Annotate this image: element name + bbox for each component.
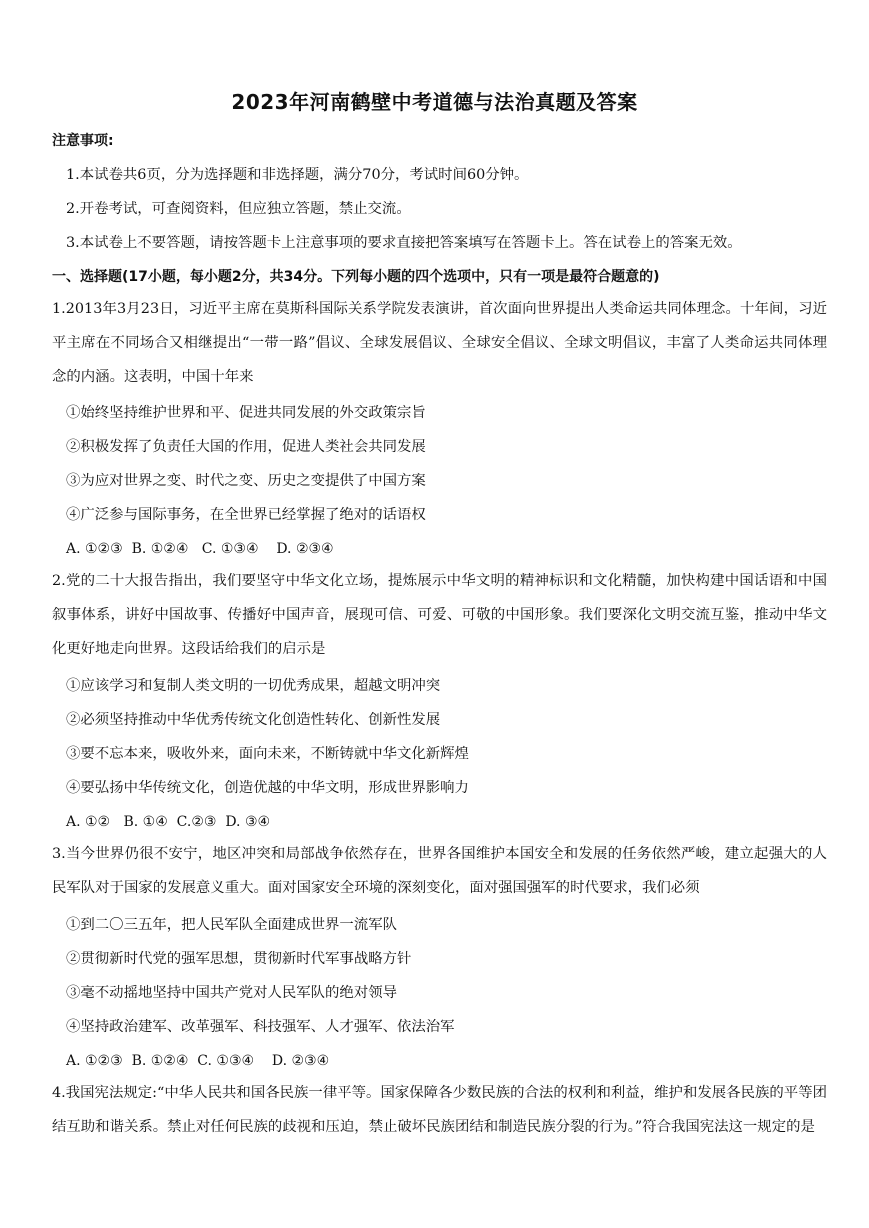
question-item: ②积极发挥了负责任大国的作用，促进人类社会共同发展: [66, 439, 426, 455]
question-item: ③要不忘本来，吸收外来，面向未来，不断铸就中华文化新辉煌: [66, 746, 469, 762]
question-item: ③毫不动摇地坚持中国共产党对人民军队的绝对领导: [66, 985, 397, 1001]
question-stem: 1.2013年3月23日，习近平主席在莫斯科国际关系学院发表演讲，首次面向世界提出人类命运共同体理念。十年间，习近平主席在不同场合又相继提出“一带一路”倡议、全球发展倡议、全球安全倡议、全球文明倡议，丰富了人类命运共同体理念的内涵。这表明，中国十年来: [52, 301, 827, 385]
question-stem: 3.当今世界仍很不安宁，地区冲突和局部战争依然存在，世界各国维护本国安全和发展的任务依然严峻，建立起强大的人民军队对于国家的发展意义重大。面对国家安全环境的深刻变化，面对强国强军的时代要求，我们必须: [52, 846, 827, 896]
notice-item: 3.本试卷上不要答题，请按答题卡上注意事项的要求直接把答案填写在答题卡上。答在试卷上的答案无效。: [66, 235, 742, 251]
answer-options: A. ①②③ B. ①②④ C. ①③④ D. ②③④: [66, 1053, 330, 1069]
question-item: ①到二〇三五年，把人民军队全面建成世界一流军队: [66, 917, 397, 933]
question-item: ①应该学习和复制人类文明的一切优秀成果，超越文明冲突: [66, 678, 441, 694]
question-item: ②贯彻新时代党的强军思想，贯彻新时代军事战略方针: [66, 951, 412, 967]
notice-heading: 注意事项:: [52, 133, 114, 149]
question-item: ①始终坚持维护世界和平、促进共同发展的外交政策宗旨: [66, 405, 426, 421]
question-stem: 4.我国宪法规定:“中华人民共和国各民族一律平等。国家保障各少数民族的合法的权利和利益，维护和发展各民族的平等团结互助和谐关系。禁止对任何民族的歧视和压迫，禁止破坏民族团结和制造民族分裂的行为。”符合我国宪法这一规定的是: [52, 1085, 827, 1135]
notice-item: 1.本试卷共6页，分为选择题和非选择题，满分70分，考试时间60分钟。: [66, 167, 529, 183]
question-stem: 2.党的二十大报告指出，我们要坚守中华文化立场，提炼展示中华文明的精神标识和文化精髓，加快构建中国话语和中国叙事体系，讲好中国故事、传播好中国声音，展现可信、可爱、可敬的中国形象。我们要深化文明交流互鉴，推动中华文化更好地走向世界。这段话给我们的启示是: [52, 573, 827, 657]
question-item: ④要弘扬中华传统文化，创造优越的中华文明，形成世界影响力: [66, 780, 469, 796]
section-heading: 一、选择题(17小题，每小题2分，共34分。下列每小题的四个选项中，只有一项是最符合题意的): [52, 269, 660, 285]
question-item: ②必须坚持推动中华优秀传统文化创造性转化、创新性发展: [66, 712, 441, 728]
question-item: ④广泛参与国际事务，在全世界已经掌握了绝对的话语权: [66, 507, 426, 523]
page-title: 2023年河南鹤壁中考道德与法治真题及答案: [231, 90, 638, 114]
question-item: ③为应对世界之变、时代之变、历史之变提供了中国方案: [66, 473, 426, 489]
question-item: ④坚持政治建军、改革强军、科技强军、人才强军、依法治军: [66, 1019, 455, 1035]
answer-options: A. ①②③ B. ①②④ C. ①③④ D. ②③④: [66, 541, 334, 557]
answer-options: A. ①② B. ①④ C.②③ D. ③④: [66, 814, 271, 830]
notice-item: 2.开卷考试，可查阅资料，但应独立答题，禁止交流。: [66, 201, 411, 217]
